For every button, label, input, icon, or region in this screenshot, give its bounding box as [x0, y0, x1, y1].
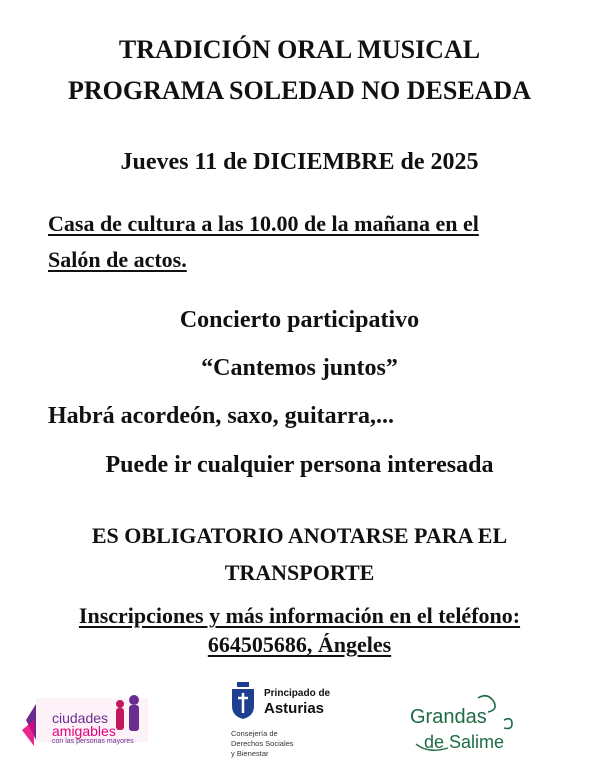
- grandas-de-salime-logo: [408, 690, 528, 760]
- event-date: Jueves 11 de DICIEMBRE de 2025: [120, 149, 479, 175]
- venue-line-2: Salón de actos.: [48, 247, 187, 272]
- contact-phone: 664505686, Ángeles: [207, 632, 392, 657]
- ciudades-amigables-logo: [22, 690, 152, 750]
- consejeria-line-1: Consejería de: [231, 729, 278, 738]
- ciudades-word: ciudades: [52, 710, 109, 726]
- mandatory-notice-line-2: TRANSPORTE: [224, 560, 375, 585]
- concert-heading: Concierto participativo: [179, 307, 420, 333]
- instruments-text: Habrá acordeón, saxo, guitarra,...: [48, 403, 394, 429]
- contact-line-1: Inscripciones y más información en el teléfono:: [78, 603, 521, 628]
- asturias-text: Asturias: [264, 700, 325, 717]
- grandas-word: Grandas: [410, 706, 487, 728]
- title-line-2: PROGRAMA SOLEDAD NO DESEADA: [68, 76, 531, 105]
- song-title: “Cantemos juntos”: [201, 355, 398, 381]
- asturias-coat-of-arms-icon: [228, 680, 258, 720]
- principado-text: Principado de: [264, 688, 331, 699]
- title-line-1: TRADICIÓN ORAL MUSICAL: [118, 35, 481, 64]
- mandatory-notice-line-1: ES OBLIGATORIO ANOTARSE PARA EL: [91, 523, 508, 548]
- ciudades-tagline: con las personas mayores: [52, 738, 134, 745]
- audience-text: Puede ir cualquier persona interesada: [105, 452, 494, 478]
- de-salime-word: de Salime: [424, 732, 505, 752]
- principado-asturias-logo: [228, 676, 358, 766]
- consejeria-line-3: y Bienestar: [231, 749, 269, 758]
- amigables-word: amigables: [52, 723, 116, 739]
- consejeria-line-2: Derechos Sociales: [231, 739, 294, 748]
- venue-line-1: Casa de cultura a las 10.00 de la mañana en el: [48, 211, 479, 236]
